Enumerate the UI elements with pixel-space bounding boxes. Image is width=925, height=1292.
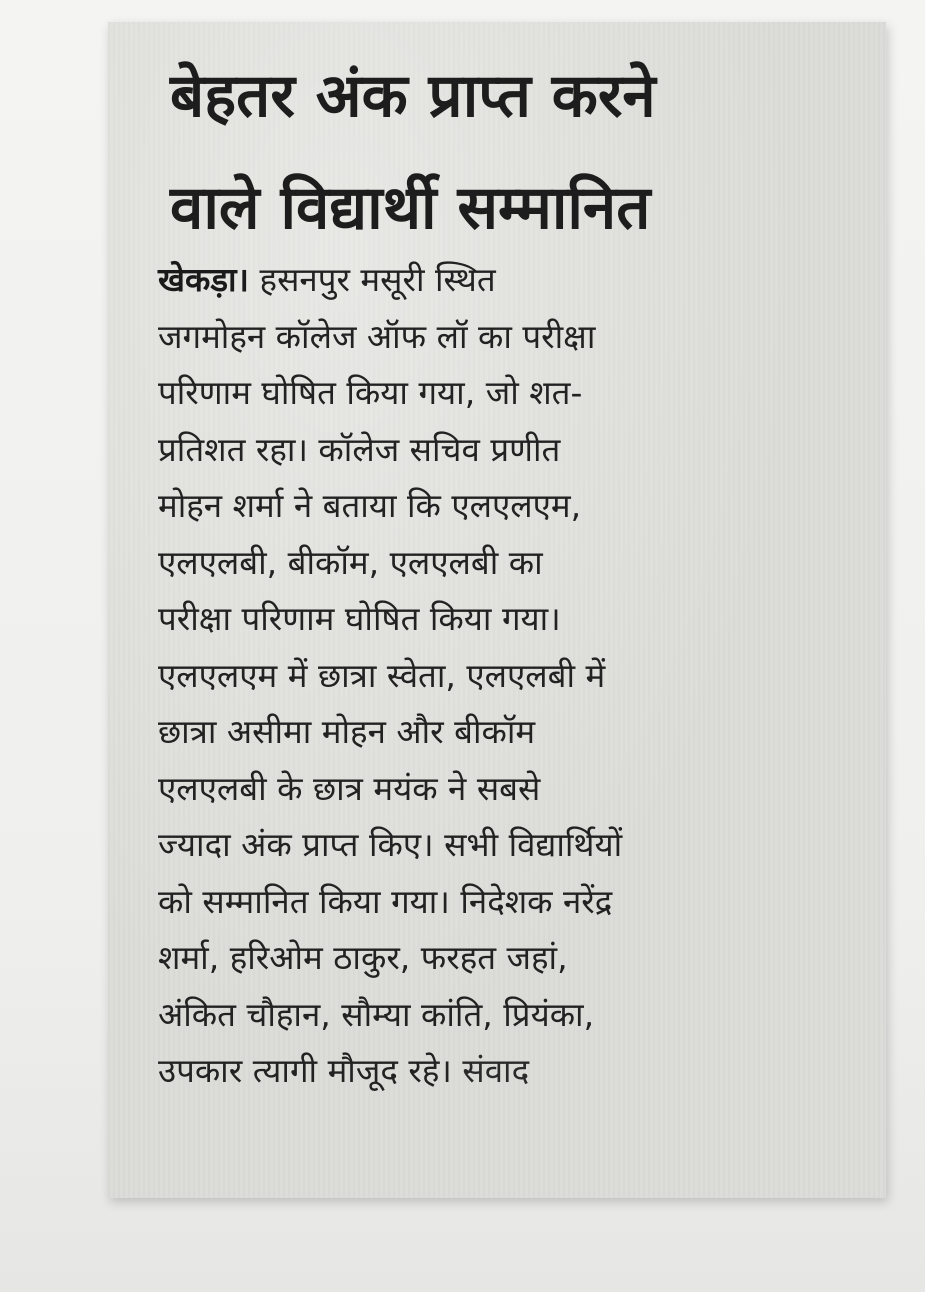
body-line-12: को सम्मानित किया गया। निदेशक नरेंद्र <box>158 881 613 921</box>
article-body <box>158 252 848 1100</box>
body-line-7: परीक्षा परिणाम घोषित किया गया। <box>158 599 561 638</box>
body-line-9: छात्रा असीमा मोहन और बीकॉम <box>158 712 536 751</box>
body-line-4: प्रतिशत रहा। कॉलेज सचिव प्रणीत <box>158 429 561 469</box>
body-line-6: एलएलबी, बीकॉम, एलएलबी का <box>158 542 543 582</box>
body-line-2: जगमोहन कॉलेज ऑफ लॉ का परीक्षा <box>158 316 596 356</box>
headline-line-2: वाले विद्यार्थी सम्मानित <box>170 173 651 243</box>
body-line-14: अंकित चौहान, सौम्या कांति, प्रियंका, <box>158 994 595 1034</box>
body-line-15-text: उपकार त्यागी मौजूद रहे। <box>158 1051 452 1090</box>
newspaper-clipping <box>108 22 886 1198</box>
body-line-10: एलएलबी के छात्र मयंक ने सबसे <box>158 768 541 808</box>
body-line-1 <box>158 252 848 309</box>
dateline: खेकड़ा। <box>158 260 250 299</box>
body-line-8: एलएलएम में छात्रा स्वेता, एलएलबी में <box>158 655 606 695</box>
body-line-5: मोहन शर्मा ने बताया कि एलएलएम, <box>158 486 582 525</box>
headline-line-1: बेहतर अंक प्राप्त करने <box>170 61 656 131</box>
body-line-11: ज्यादा अंक प्राप्त किए। सभी विद्यार्थियों <box>158 825 623 864</box>
body-line-1-text: हसनपुर मसूरी स्थित <box>249 260 496 299</box>
body-line-3: परिणाम घोषित किया गया, जो शत- <box>158 373 583 412</box>
headline <box>170 40 870 264</box>
news-credit: संवाद <box>451 1051 530 1090</box>
body-line-15 <box>158 1043 848 1100</box>
body-line-13: शर्मा, हरिओम ठाकुर, फरहत जहां, <box>158 938 568 977</box>
